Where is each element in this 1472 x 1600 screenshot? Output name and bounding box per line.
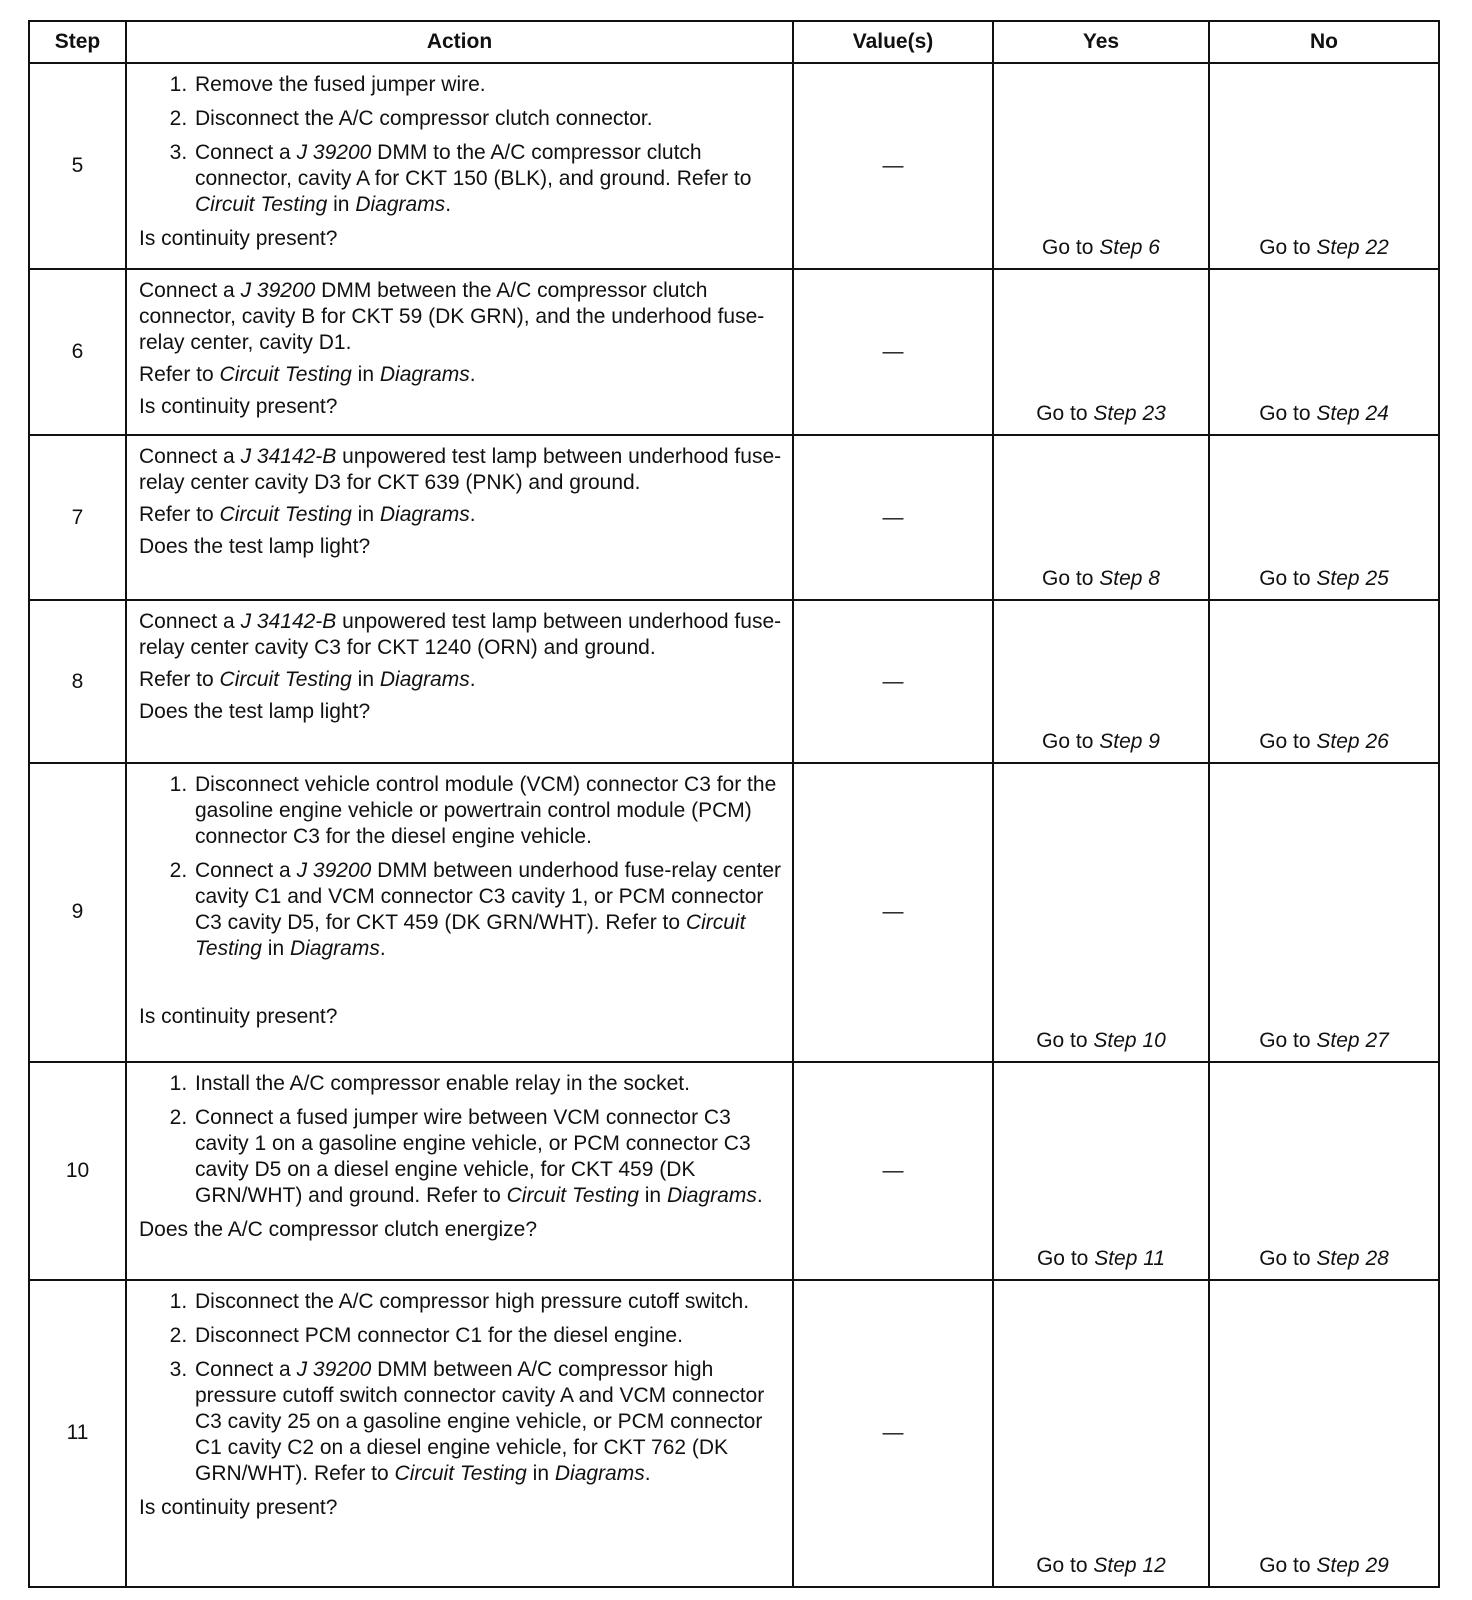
table-row-step-6 (29, 269, 1439, 436)
action-list (139, 1289, 782, 1487)
action-cell (126, 1280, 793, 1587)
action-text: Connect a J 39200 DMM between the A/C compressor clutch connector, cavity B for CKT 59 (DK GRN), and the underhood fuse-relay center, cavity D1. (139, 278, 765, 354)
action-text: Connect a J 34142-B unpowered test lamp between underhood fuse-relay center cavity D3 for CKT 639 (PNK) and ground. (139, 445, 782, 495)
tool-name: J 39200 (296, 1357, 372, 1381)
action-list (139, 1071, 782, 1209)
question-text: Does the test lamp light? (139, 535, 371, 559)
list-item: 2. Disconnect the A/C compressor clutch connector. (193, 106, 782, 132)
tool-name: J 39200 (296, 858, 372, 882)
action-cell (126, 763, 793, 1062)
step-number: 7 (29, 435, 126, 600)
diagnostic-table (28, 20, 1440, 1588)
list-item: 2. Connect a fused jumper wire between VCM connector C3 cavity 1 on a gasoline engine vehicle, or PCM connector C3 cavity D5 on a diesel engine vehicle, for CKT 459 (DK GRN/WHT) and ground. Refer to Circuit Testing in Diagrams. (193, 1105, 782, 1209)
action-list (139, 772, 782, 962)
yes-link[interactable]: Go to Step 23 (993, 269, 1209, 436)
question-text: Is continuity present? (139, 394, 338, 418)
table-row-step-5 (29, 63, 1439, 269)
question-text: Is continuity present? (139, 1495, 338, 1519)
action-cell (126, 600, 793, 763)
header-action: Action (126, 21, 793, 63)
tool-name: J 34142-B (240, 610, 337, 634)
step-number: 9 (29, 763, 126, 1062)
step-number: 11 (29, 1280, 126, 1587)
header-step: Step (29, 21, 126, 63)
yes-link[interactable]: Go to Step 10 (993, 763, 1209, 1062)
table-row-step-9 (29, 763, 1439, 1062)
no-link[interactable]: Go to Step 27 (1209, 763, 1439, 1062)
table-row-step-7 (29, 435, 1439, 600)
yes-link[interactable]: Go to Step 9 (993, 600, 1209, 763)
tool-name: J 34142-B (240, 445, 337, 469)
list-item: 3. Connect a J 39200 DMM to the A/C compressor clutch connector, cavity A for CKT 150 (BLK), and ground. Refer to Circuit Testing in Diagrams. (193, 140, 782, 218)
value-cell: — (793, 63, 993, 269)
list-item: 1. Remove the fused jumper wire. (193, 72, 782, 98)
no-link[interactable]: Go to Step 29 (1209, 1280, 1439, 1587)
no-link[interactable]: Go to Step 26 (1209, 600, 1439, 763)
action-cell (126, 1062, 793, 1280)
value-cell: — (793, 1062, 993, 1280)
yes-link[interactable]: Go to Step 8 (993, 435, 1209, 600)
value-cell: — (793, 435, 993, 600)
header-no: No (1209, 21, 1439, 63)
value-cell: — (793, 1280, 993, 1587)
step-number: 5 (29, 63, 126, 269)
no-link[interactable]: Go to Step 25 (1209, 435, 1439, 600)
refer-text: Refer to Circuit Testing in Diagrams. (139, 503, 476, 527)
value-cell: — (793, 269, 993, 436)
yes-link[interactable]: Go to Step 11 (993, 1062, 1209, 1280)
tool-name: J 39200 (240, 278, 316, 302)
action-cell (126, 63, 793, 269)
no-link[interactable]: Go to Step 22 (1209, 63, 1439, 269)
refer-text: Refer to Circuit Testing in Diagrams. (139, 668, 476, 692)
step-number: 10 (29, 1062, 126, 1280)
list-item: 1. Install the A/C compressor enable relay in the socket. (193, 1071, 782, 1097)
action-text: Connect a J 34142-B unpowered test lamp between underhood fuse-relay center cavity C3 for CKT 1240 (ORN) and ground. (139, 610, 782, 660)
list-item: 1. Disconnect the A/C compressor high pressure cutoff switch. (193, 1289, 782, 1315)
table-row-step-10 (29, 1062, 1439, 1280)
value-cell: — (793, 763, 993, 1062)
question-text: Is continuity present? (139, 1004, 338, 1028)
header-yes: Yes (993, 21, 1209, 63)
tool-name: J 39200 (296, 141, 372, 164)
yes-link[interactable]: Go to Step 6 (993, 63, 1209, 269)
table-row-step-11 (29, 1280, 1439, 1587)
step-number: 6 (29, 269, 126, 436)
no-link[interactable]: Go to Step 28 (1209, 1062, 1439, 1280)
list-item: 1. Disconnect vehicle control module (VCM) connector C3 for the gasoline engine vehicle or powertrain control module (PCM) connector C3 for the diesel engine vehicle. (193, 772, 782, 850)
question-text: Does the A/C compressor clutch energize? (139, 1218, 538, 1241)
list-item: 2. Connect a J 39200 DMM between underhood fuse-relay center cavity C1 and VCM connector C3 cavity 1, or PCM connector C3 cavity D5, for CKT 459 (DK GRN/WHT). Refer to Circuit Testing in Diagrams. (193, 858, 782, 962)
yes-link[interactable]: Go to Step 12 (993, 1280, 1209, 1587)
question-text: Does the test lamp light? (139, 700, 371, 724)
action-list (139, 72, 782, 218)
action-cell (126, 435, 793, 600)
refer-text: Refer to Circuit Testing in Diagrams. (139, 362, 476, 386)
no-link[interactable]: Go to Step 24 (1209, 269, 1439, 436)
question-text: Is continuity present? (139, 227, 338, 250)
action-cell (126, 269, 793, 436)
table-row-step-8 (29, 600, 1439, 763)
step-number: 8 (29, 600, 126, 763)
header-row (29, 21, 1439, 63)
list-item: 3. Connect a J 39200 DMM between A/C compressor high pressure cutoff switch connector cavity A and VCM connector C3 cavity 25 on a gasoline engine vehicle, or PCM connector C1 cavity C2 on a diesel engine vehicle, for CKT 762 (DK GRN/WHT). Refer to Circuit Testing in Diagrams. (193, 1357, 782, 1487)
header-values: Value(s) (793, 21, 993, 63)
value-cell: — (793, 600, 993, 763)
list-item: 2. Disconnect PCM connector C1 for the diesel engine. (193, 1323, 782, 1349)
